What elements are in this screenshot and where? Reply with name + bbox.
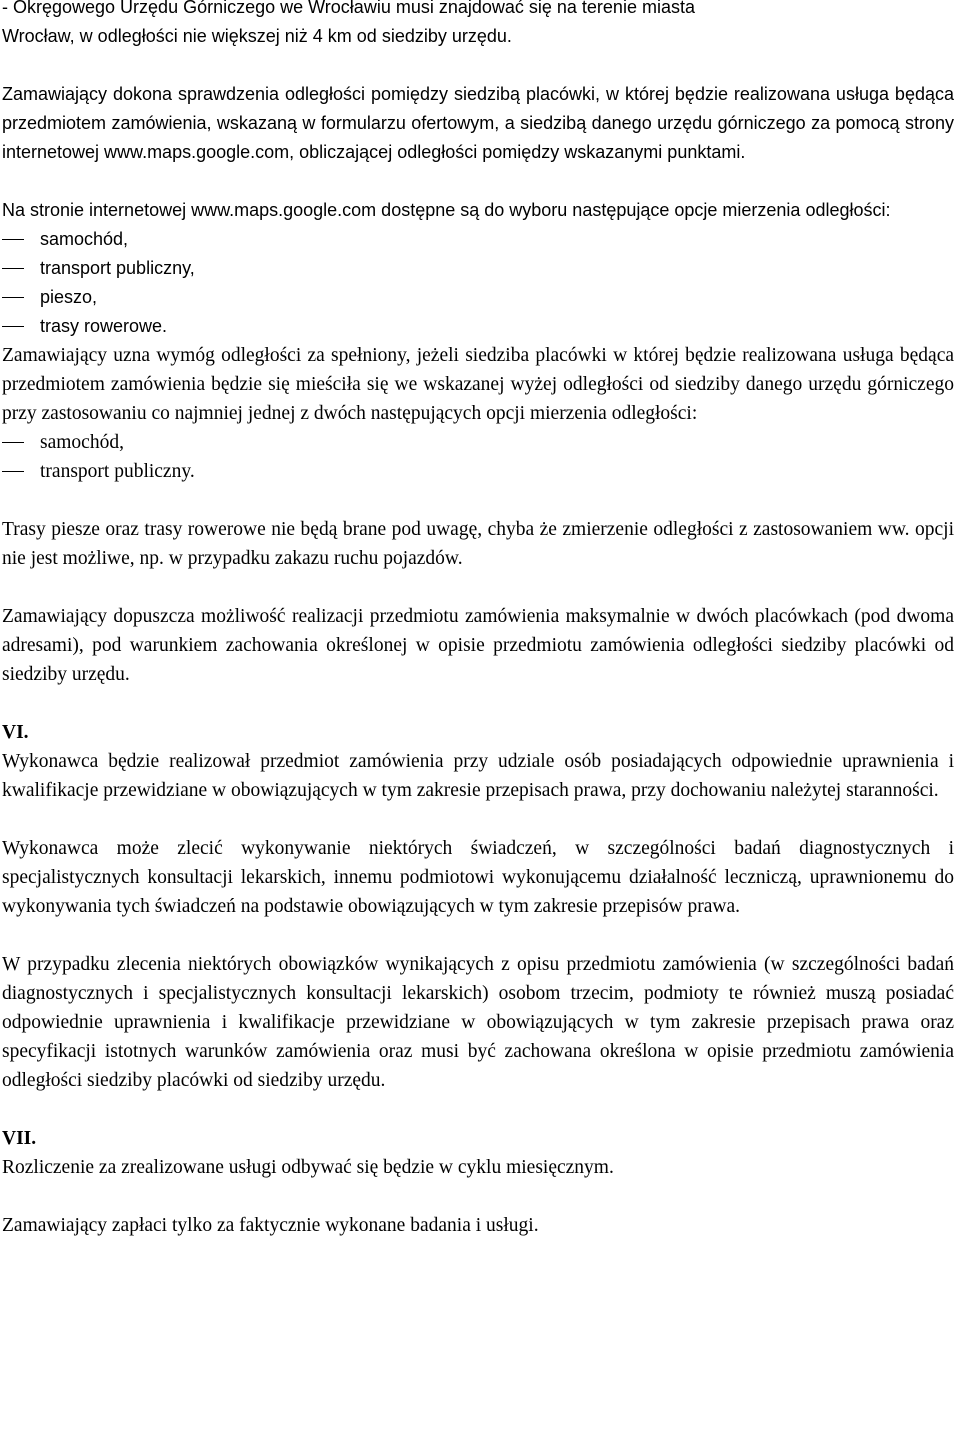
paragraph-vii-2: Zamawiający zapłaci tylko za faktycznie wykonane badania i usługi. [2, 1215, 539, 1236]
list-item: samochód, [2, 428, 954, 457]
list-item: transport publiczny. [2, 457, 954, 486]
intro-line-2: Wrocław, w odległości nie większej niż 4 km od siedziby urzędu. [2, 26, 512, 46]
paragraph-distance-check: Zamawiający dokona sprawdzenia odległości pomiędzy siedzibą placówki, w której będzie realizowana usługa będąca przedmiotem zamówienia, wskazaną w formularzu ofertowym, a siedzibą danego urzędu górniczego za pomocą strony internetowej www.maps.google.com, obliczającej odległości pomiędzy wskazanymi punktami. [2, 84, 954, 162]
dash-bullet-icon [2, 297, 24, 298]
list-item: pieszo, [2, 283, 954, 312]
required-options-list [2, 428, 954, 486]
section-heading-vii: VII. [2, 1128, 37, 1149]
paragraph-two-locations: Zamawiający dopuszcza możliwość realizacji przedmiotu zamówienia maksymalnie w dwóch placówkach (pod dwoma adresami), pod warunkiem zachowania określonej w opisie przedmiotu zamówienia odległości siedziby placówki od siedziby urzędu. [2, 606, 954, 685]
dash-bullet-icon [2, 268, 24, 269]
dash-bullet-icon [2, 239, 24, 240]
dash-bullet-icon [2, 471, 24, 472]
top-section [2, 0, 954, 1240]
dash-bullet-icon [2, 442, 24, 443]
dash-bullet-icon [2, 326, 24, 327]
list-item: samochód, [2, 225, 954, 254]
paragraph-condition: Zamawiający uzna wymóg odległości za spełniony, jeżeli siedziba placówki w której będzie realizowana usługa będąca przedmiotem zamówienia będzie się mieściła się we wskazanej wyżej odległości od siedziby danego urzędu górniczego przy zastosowaniu co najmniej jednej z dwóch następujących opcji mierzenia odległości: [2, 345, 954, 424]
list-item: trasy rowerowe. [2, 312, 954, 341]
section-heading-vi: VI. [2, 722, 29, 743]
paragraph-vi-1: Wykonawca będzie realizował przedmiot zamówienia przy udziale osób posiadających odpowiednie uprawnienia i kwalifikacje przewidziane w obowiązujących w tym zakresie przepisach prawa, przy dochowaniu należytej staranności. [2, 751, 954, 801]
paragraph-walking-cycling: Trasy piesze oraz trasy rowerowe nie będą brane pod uwagę, chyba że zmierzenie odległości z zastosowaniem ww. opcji nie jest możliwe, np. w przypadku zakazu ruchu pojazdów. [2, 519, 954, 569]
paragraph-vii-1: Rozliczenie za zrealizowane usługi odbywać się będzie w cyklu miesięcznym. [2, 1157, 614, 1178]
list-item: transport publiczny, [2, 254, 954, 283]
paragraph-vi-3: W przypadku zlecenia niektórych obowiązków wynikających z opisu przedmiotu zamówienia (w szczególności badań diagnostycznych i specjalistycznych konsultacji lekarskich) osobom trzecim, podmioty te również muszą posiadać odpowiednie uprawnienia i kwalifikacje przewidziane w obowiązujących w tym zakresie przepisach prawa oraz specyfikacji istotnych warunków zamówienia oraz musi być zachowana określona w opisie przedmiotu zamówienia odległości siedziby placówki od siedziby urzędu. [2, 954, 954, 1091]
paragraph-options-intro: Na stronie internetowej www.maps.google.com dostępne są do wyboru następujące opcje mierzenia odległości: [2, 200, 891, 220]
options-list [2, 225, 954, 341]
intro-line-1: - Okręgowego Urzędu Górniczego we Wrocławiu musi znajdować się na terenie miasta [2, 0, 695, 17]
paragraph-vi-2: Wykonawca może zlecić wykonywanie niektórych świadczeń, w szczególności badań diagnostycznych i specjalistycznych konsultacji lekarskich, innemu podmiotowi wykonującemu działalność leczniczą, uprawnionemu do wykonywania tych świadczeń na podstawie obowiązujących w tym zakresie przepisów prawa. [2, 838, 954, 917]
serif-section [2, 341, 954, 1240]
